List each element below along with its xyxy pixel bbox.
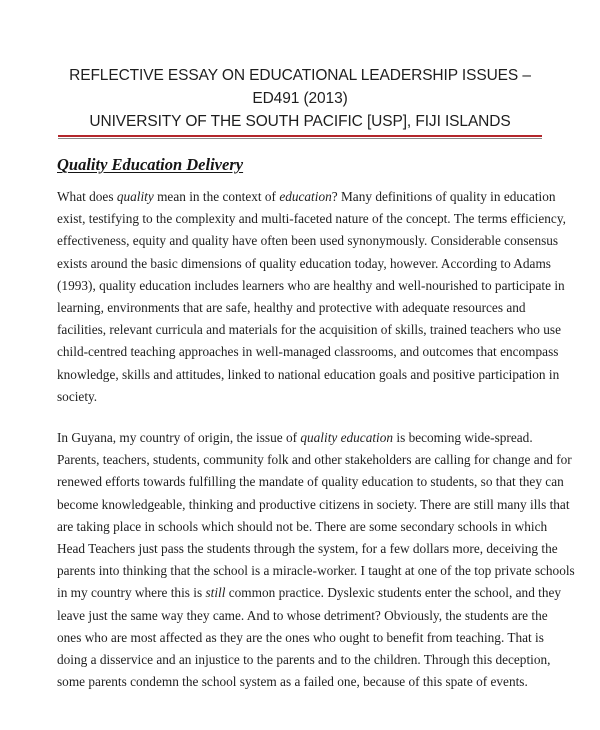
text-run: become knowledgeable, thinking and productive citizens in society. There are still many ills that [57,496,570,512]
paragraph-line [57,449,572,471]
paragraph-line [57,671,528,693]
paragraph-line [57,386,520,408]
text-run: in my country where this is [57,585,206,601]
paragraph-line [57,427,533,449]
paragraph-line [57,582,562,604]
paragraph-line [57,364,560,386]
text-run: What does [57,189,117,204]
paragraph-line [57,297,526,319]
paragraph-line [57,186,556,208]
text-run: renewed efforts towards fulfilling the mandate of quality education to students, so that they can [57,474,564,490]
paragraph-line [57,208,566,230]
text-run: Head Teachers just pass the students through the system, for a few dollars more, deceiving the [57,541,558,557]
paragraph-line [57,649,551,671]
italic-term: quality [116,189,154,204]
text-run: knowledge, skills and attitudes, linked to national education goals and positive participation in [57,366,560,382]
paragraph-line [57,341,559,363]
document-header [40,64,560,133]
paragraph-line [57,230,559,252]
text-run: ? Many definitions of quality in education [331,189,556,204]
paragraph-line [57,516,548,538]
paragraph-line [57,471,564,493]
text-run: doing a disservice and an injustice to the parents and to the children. Through this deception, [57,652,551,668]
italic-term: quality education [300,430,394,445]
paragraph-line [57,319,561,341]
paragraph-line [57,494,570,516]
text-run: exist, testifying to the complexity and multi-faceted nature of the concept. The terms efficiency, [57,211,566,227]
paragraph-line [57,627,544,649]
text-run: society. [57,388,98,404]
italic-term: education [279,189,332,204]
text-run: learning, environments that are safe, healthy and protective with adequate resources and [57,300,526,316]
text-run: parents into thinking that the school is a miracle-worker. I taught at one of the top private schools [57,563,575,579]
text-run: Parents, teachers, students, community folk and other stakeholders are calling for change and for [57,452,572,468]
text-run: exists around the basic dimensions of quality education today, however. According to Adams [57,255,551,271]
paragraph-line [57,253,551,275]
text-run: leave just the same way they came. And to whose detriment? Obviously, the students are the [57,607,548,623]
paragraph-line [57,605,548,627]
section-heading: Quality Education Delivery [57,155,244,174]
text-run: ones who are most affected as they are the ones who ought to benefit from teaching. That is [57,629,544,645]
text-run: facilities, relevant curricula and materials for the acquisition of skills, trained teachers who use [57,322,561,338]
header-title-line: REFLECTIVE ESSAY ON EDUCATIONAL LEADERSHIP ISSUES – [69,67,531,84]
header-university: UNIVERSITY OF THE SOUTH PACIFIC [USP], FIJI ISLANDS [89,113,511,130]
text-run: mean in the context of [153,189,280,204]
paragraph-quality-definition [57,186,566,408]
paragraph-guyana [57,427,575,693]
paragraph-line [57,275,565,297]
text-run: In Guyana, my country of origin, the issue of [57,430,301,445]
text-run: (1993), quality education includes learners who are healthy and well-nourished to participate in [57,277,565,293]
header-course-code: ED491 (2013) [252,90,348,107]
text-run: are taking place in schools which should not be. There are some secondary schools in which [57,518,548,534]
header-divider-gray [58,138,542,139]
text-run: some parents condemn the school system as a failed one, because of this spate of events. [57,674,528,690]
text-run: is becoming wide-spread. [393,430,533,445]
italic-term: still [205,585,226,601]
text-run: common practice. Dyslexic students enter the school, and they [225,585,562,601]
paragraph-line [57,560,575,582]
text-run: child-centred teaching approaches in well-managed classrooms, and outcomes that encompass [57,344,559,360]
paragraph-line [57,538,558,560]
text-run: effectiveness, equity and quality have often been used synonymously. Considerable consensus [57,233,559,249]
header-divider-red [58,135,542,137]
